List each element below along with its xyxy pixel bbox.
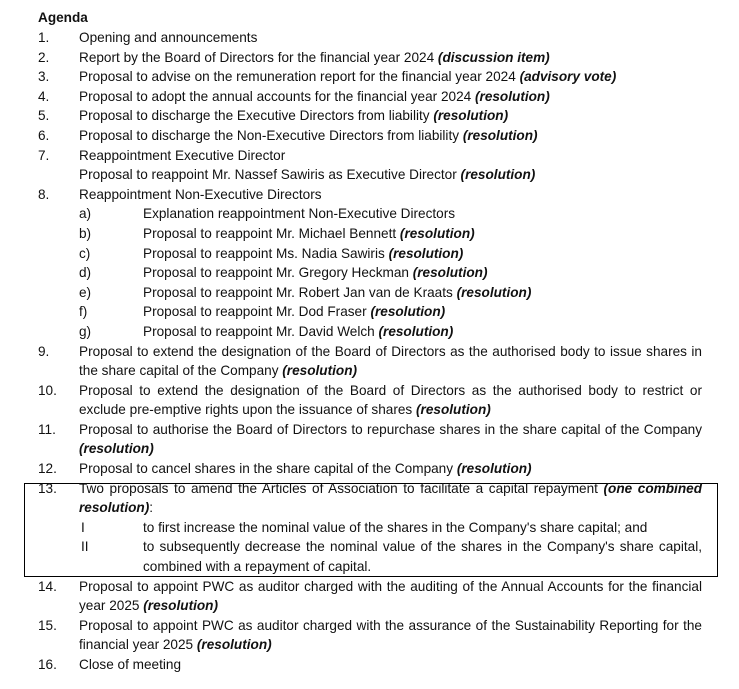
- item-text: Reappointment Non-Executive Directors: [79, 186, 322, 202]
- sub-roman: I: [81, 519, 85, 535]
- item-tag: (resolution): [475, 88, 550, 104]
- agenda-item-13: [38, 479, 702, 577]
- sub-item-e: [79, 283, 702, 303]
- item-suffix: :: [149, 500, 154, 516]
- agenda-item-5: [38, 106, 702, 126]
- item-tag: (advisory vote): [519, 69, 617, 85]
- item-text: Report by the Board of Directors for the financial year 2024: [79, 49, 438, 65]
- item-tag: (resolution): [143, 598, 219, 614]
- item-text: Proposal to appoint PWC as auditor charged with the assurance of the Sustainability Reporting for the financial year 2025: [79, 617, 702, 653]
- item-text: Proposal to discharge the Non-Executive Directors from liability: [79, 127, 463, 143]
- sub-text: Proposal to reappoint Mr. Dod Fraser: [143, 304, 371, 320]
- sub-letter: e): [79, 284, 92, 300]
- item-number: 1.: [38, 30, 50, 45]
- item-text: Two proposals to amend the Articles of Association to facilitate a capital repayment: [79, 480, 604, 496]
- sub-tag: (resolution): [370, 304, 446, 320]
- sub-roman: II: [81, 539, 89, 555]
- agenda-item-7: [38, 146, 702, 185]
- item-text: Proposal to extend the designation of the Board of Directors as the authorised body to restrict or exclude pre-emptive rights upon the issuance of shares: [79, 382, 702, 418]
- item-tag: (discussion item): [437, 49, 550, 65]
- sub-text: Proposal to reappoint Mr. Gregory Heckman: [143, 265, 413, 281]
- item-text: Proposal to advise on the remuneration report for the financial year 2024: [79, 69, 520, 85]
- sub-text: to subsequently decrease the nominal value of the shares in the Company's share capital, combined with a repayment of capital.: [143, 539, 702, 575]
- sub-text: Proposal to reappoint Mr. David Welch: [143, 323, 379, 339]
- sub-letter: a): [79, 206, 92, 222]
- sub-tag: (resolution): [388, 245, 464, 261]
- agenda-item-16: [38, 655, 702, 675]
- sub-tag: (resolution): [399, 225, 475, 241]
- item-number: 2.: [38, 49, 50, 65]
- sub-letter: d): [79, 265, 92, 281]
- item-tag: (resolution): [416, 402, 491, 418]
- sub-text: Proposal to reappoint Mr. Michael Bennett: [143, 225, 400, 241]
- agenda-item-9: [38, 342, 702, 381]
- item-number: 15.: [38, 617, 57, 633]
- item-text: Proposal to adopt the annual accounts for the financial year 2024: [79, 88, 475, 104]
- item-number: 9.: [38, 343, 50, 359]
- sub-text: to first increase the nominal value of the shares in the Company's share capital; and: [143, 519, 648, 535]
- item-number: 3.: [38, 69, 50, 85]
- sub-item-b: [79, 224, 702, 244]
- agenda-item-2: [38, 48, 702, 68]
- item-number: 13.: [38, 480, 57, 496]
- sub-tag: (resolution): [456, 284, 532, 300]
- item-text: Proposal to discharge the Executive Directors from liability: [79, 108, 434, 124]
- sub-letter: b): [79, 225, 92, 241]
- agenda-item-12: [38, 459, 702, 479]
- item-text: Reappointment Executive Director: [79, 147, 286, 163]
- item-tag: (resolution): [196, 637, 272, 653]
- item-text: Opening and announcements: [79, 30, 258, 45]
- item-number: 6.: [38, 127, 50, 143]
- item-text: Proposal to extend the designation of the Board of Directors as the authorised body to issue shares in the share capital of the Company: [79, 343, 702, 379]
- item-tag: (resolution): [462, 127, 538, 143]
- item-text: Close of meeting: [79, 657, 182, 672]
- sub-tag: (resolution): [412, 265, 488, 281]
- item-text: Proposal to authorise the Board of Directors to repurchase shares in the share capital of the Company: [79, 421, 702, 437]
- item-text: Proposal to cancel shares in the share capital of the Company: [79, 461, 457, 477]
- item-tag: (one combined resolution): [79, 480, 702, 516]
- sub-item-c: [79, 244, 702, 264]
- item-number: 5.: [38, 108, 50, 124]
- item-tag: (resolution): [79, 441, 154, 457]
- item-tag: (resolution): [460, 167, 536, 183]
- sub-item-d: [79, 263, 702, 283]
- item-tag: (resolution): [433, 108, 509, 124]
- item-subtext: Proposal to reappoint Mr. Nassef Sawiris as Executive Director: [79, 167, 461, 183]
- item-tag: (resolution): [456, 461, 532, 477]
- agenda-item-4: [38, 87, 702, 107]
- sub-text: Proposal to reappoint Ms. Nadia Sawiris: [143, 245, 389, 261]
- agenda-item-15: [38, 616, 702, 655]
- sub-item-f: [79, 302, 702, 322]
- agenda-item-10: [38, 381, 702, 420]
- sub-item-a: [79, 204, 702, 224]
- sub-letter: f): [79, 304, 88, 320]
- sub-item-g: [79, 322, 702, 342]
- item-tag: (resolution): [282, 363, 358, 379]
- item-number: 11.: [38, 421, 56, 437]
- item-number: 4.: [38, 88, 50, 104]
- item-number: 12.: [38, 461, 57, 477]
- item-text: Proposal to appoint PWC as auditor charged with the auditing of the Annual Accounts for the financial year 2025: [79, 578, 702, 614]
- sub-tag: (resolution): [378, 323, 454, 339]
- sub-letter: c): [79, 245, 91, 261]
- agenda-item-8: [38, 185, 702, 342]
- sub-text: Explanation reappointment Non-Executive Directors: [143, 206, 456, 222]
- agenda-item-14: [38, 577, 702, 616]
- item-number: 16.: [38, 657, 57, 672]
- agenda-item-3: [38, 67, 702, 87]
- item-number: 14.: [38, 578, 57, 594]
- agenda-title: Agenda: [38, 10, 88, 25]
- sub-text: Proposal to reappoint Mr. Robert Jan van de Kraats: [143, 284, 457, 300]
- agenda-item-6: [38, 126, 702, 146]
- sub-item-roman-2: [79, 537, 702, 576]
- item-number: 8.: [38, 186, 50, 202]
- sub-item-roman-1: [79, 518, 702, 538]
- agenda-item-1: [38, 28, 702, 48]
- item-number: 7.: [38, 147, 50, 163]
- agenda-item-11: [38, 420, 702, 459]
- sub-letter: g): [79, 323, 92, 339]
- item-number: 10.: [38, 382, 57, 398]
- agenda-list: [38, 28, 702, 675]
